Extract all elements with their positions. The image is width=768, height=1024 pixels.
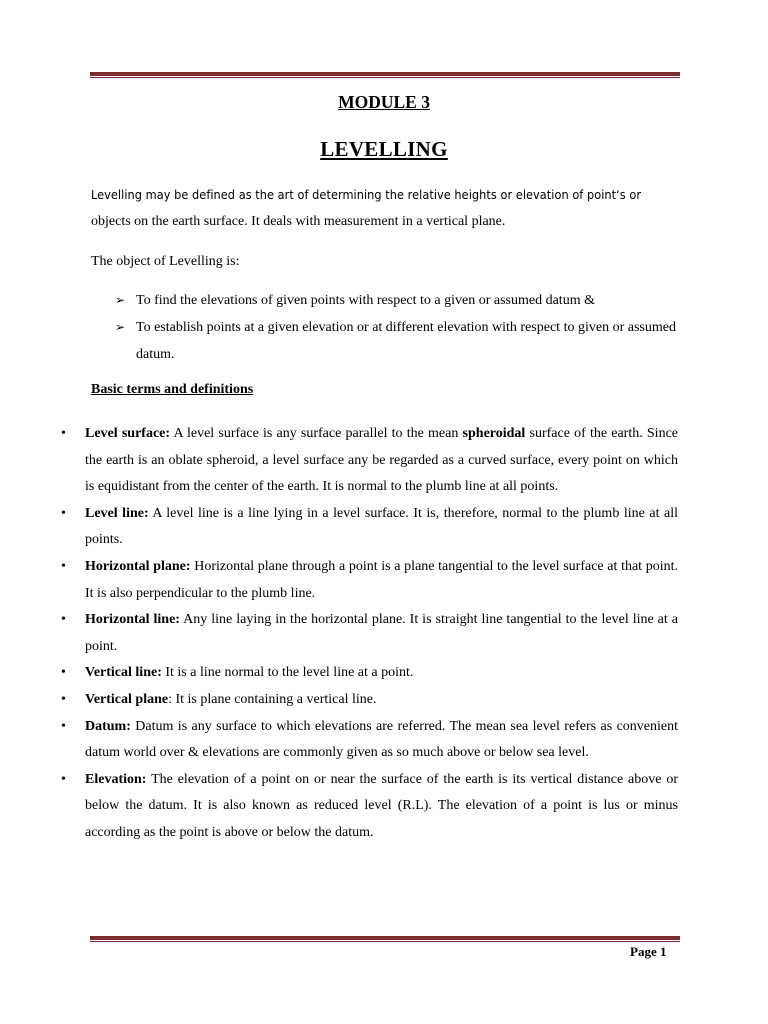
page-number: Page 1 [630,944,667,959]
definition-term: Elevation: [85,771,147,787]
definition-text: The elevation of a point on or near the surface of the earth is its vertical distance above or below the datum. It is also known as reduced level (R.L). The elevation of a point is lus or minus according as the point is above or below the datum. [85,771,678,840]
definition-text-continued: surface of the earth. Since the earth is an oblate spheroid, a level surface any be regarded as a curved surface, every point on which is equidistant from the center of the earth. It is normal to the plumb line at all points. [85,426,679,495]
arrow-bullet-icon: ➢ [115,293,126,307]
definition-item-datum [60,714,678,767]
module-heading: MODULE 3 [338,92,430,112]
definition-bold-word: spheroidal [462,426,526,441]
object-intro: The object of Levelling is: [91,254,240,269]
definition-term: Vertical line: [85,665,162,681]
intro-line-1: Levelling may be defined as the art of determining the relative heights or elevation of point‘s or [91,187,642,202]
objects-list [115,287,681,368]
arrow-bullet-icon: ➢ [115,320,126,334]
bullet-icon: • [61,691,66,707]
definition-term: Horizontal plane: [85,558,191,574]
definition-text: Horizontal plane through a point is a plane tangential to the level surface at that point. It is also perpendicular to the plumb line. [85,558,679,601]
definition-text: Any line laying in the horizontal plane. It is straight line tangential to the level line at a point. [85,612,678,654]
definition-term: Level surface: [85,426,171,441]
header-rule [90,72,680,78]
definition-item-level-line [60,501,678,554]
objects-item-text: To find the elevations of given points with respect to a given or assumed datum & [136,293,595,308]
intro-paragraph [91,181,681,235]
list-item [115,314,681,368]
objects-item-text: To establish points at a given elevation or at different elevation with respect to given or assumed datum. [136,320,676,362]
bullet-icon: • [61,558,66,574]
definition-text: A level surface is any surface parallel to the mean [173,426,463,441]
page-title: LEVELLING [320,137,448,161]
definition-text: Datum is any surface to which elevations are referred. The mean sea level refers as convenient datum world over & elevations are commonly given as so much above or below sea level. [85,718,679,761]
definition-term: Horizontal line: [85,612,180,628]
definitions-list [60,421,678,847]
bullet-icon: • [61,718,66,734]
definition-item-horizontal-line [60,607,678,660]
bullet-icon: • [61,426,66,441]
bullet-icon: • [61,771,66,787]
intro-line-2: objects on the earth surface. It deals with measurement in a vertical plane. [91,214,506,229]
definition-term: Level line: [85,505,149,521]
definition-item-vertical-plane [60,687,678,714]
definition-text: It is a line normal to the level line at a point. [165,665,414,681]
bullet-icon: • [61,505,66,521]
definition-item-vertical-line [60,660,678,687]
definition-item-elevation [60,767,678,847]
definition-text: A level line is a line lying in a level surface. It is, therefore, normal to the plumb line at all points. [85,505,679,548]
list-item [115,287,681,314]
section-heading: Basic terms and definitions [91,382,254,397]
definition-item-horizontal-plane [60,554,678,607]
definition-text: : It is plane containing a vertical line. [168,691,377,707]
footer-rule [90,936,680,942]
definition-term: Vertical plane [85,691,169,707]
definition-item-level-surface [60,421,678,501]
bullet-icon: • [61,612,66,628]
definition-term: Datum: [85,718,131,734]
bullet-icon: • [61,665,66,681]
